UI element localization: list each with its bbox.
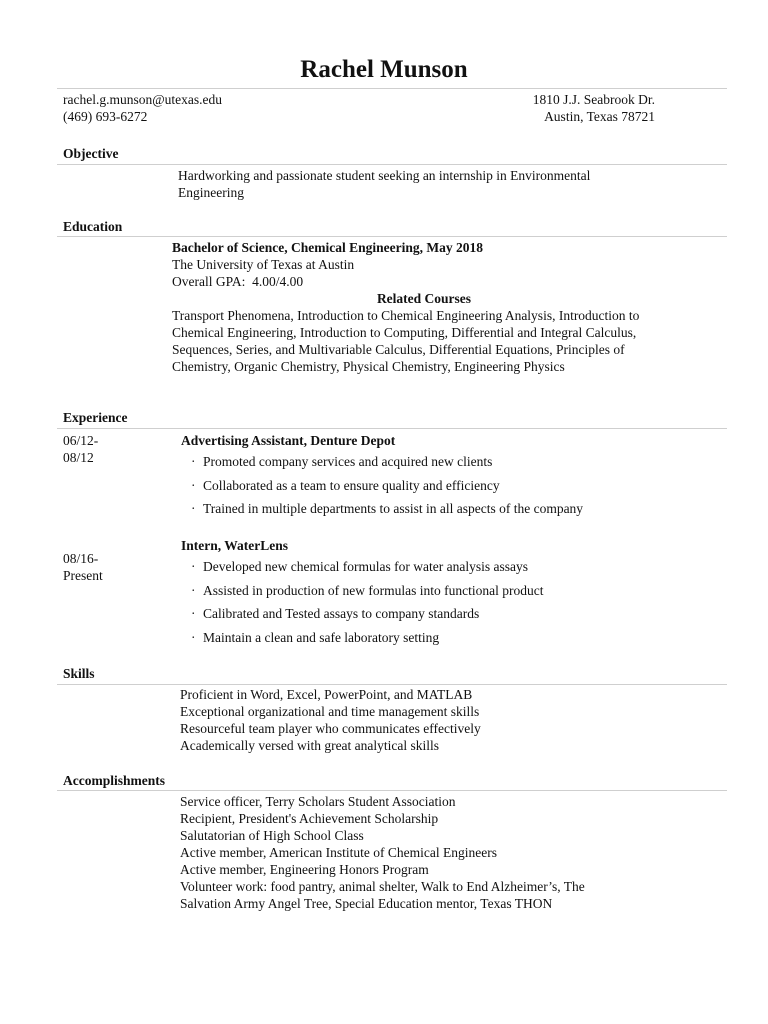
list-item: Proficient in Word, Excel, PowerPoint, and MATLAB: [180, 687, 473, 702]
education-heading: Education: [63, 219, 123, 234]
related-courses-list: Transport Phenomena, Introduction to Chemical Engineering Analysis, Introduction to Chemical Engineering, Introduction to Computing, Differential and Integral Calculus, Sequences, Series, and Multivariable Calculus, Differential Equations, Principles of Chemistry, Organic Chemistry, Physical Chemistry, Engineering Physics: [172, 308, 640, 374]
contact-left: [63, 91, 222, 125]
objective-text: Hardworking and passionate student seeking an internship in Environmental Engineering: [178, 168, 591, 200]
skills-list: [180, 686, 481, 754]
list-item: Exceptional organizational and time management skills: [180, 704, 480, 719]
list-item: Recipient, President's Achievement Scholarship: [180, 811, 439, 826]
related-courses-heading: Related Courses: [376, 291, 472, 306]
job-1-date-start: 06/12-: [63, 433, 99, 448]
job-1-bullets: [179, 453, 583, 524]
accomplishments-list: [180, 793, 585, 912]
list-item: · Maintain a clean and safe laboratory setting: [179, 629, 543, 653]
list-item: Academically versed with great analytical skills: [180, 738, 440, 753]
list-item: · Trained in multiple departments to assist in all aspects of the company: [179, 500, 583, 524]
email: rachel.g.munson@utexas.edu: [63, 92, 223, 107]
school: The University of Texas at Austin: [172, 257, 355, 272]
objective-heading: Objective: [63, 146, 119, 161]
job-2-bullets: [179, 558, 543, 652]
job-2-dates: [63, 550, 103, 584]
skills-rule: [57, 684, 727, 685]
gpa: Overall GPA: 4.00/4.00: [172, 274, 304, 289]
list-item: Service officer, Terry Scholars Student Association: [180, 794, 456, 809]
list-item: · Collaborated as a team to ensure quality and efficiency: [179, 477, 583, 501]
resume-name: Rachel Munson: [300, 56, 468, 83]
objective-rule: [57, 164, 727, 165]
list-item: · Promoted company services and acquired new clients: [179, 453, 583, 477]
list-item: · Assisted in production of new formulas into functional product: [179, 582, 543, 606]
list-item: · Developed new chemical formulas for water analysis assays: [179, 558, 543, 582]
list-item: Active member, Engineering Honors Program: [180, 862, 429, 877]
list-item: Resourceful team player who communicates effectively: [180, 721, 481, 736]
header-rule: [57, 88, 727, 89]
degree: Bachelor of Science, Chemical Engineering, May 2018: [172, 240, 483, 255]
list-item: Active member, American Institute of Chemical Engineers: [180, 845, 497, 860]
skills-heading: Skills: [63, 666, 95, 681]
list-item: Salutatorian of High School Class: [180, 828, 364, 843]
accomplishments-rule: [57, 790, 727, 791]
address-line-2: Austin, Texas 78721: [544, 109, 655, 124]
list-item: · Calibrated and Tested assays to company standards: [179, 605, 543, 629]
education-rule: [57, 236, 727, 237]
list-item: Volunteer work: food pantry, animal shelter, Walk to End Alzheimer’s, The: [180, 879, 585, 894]
job-2-role: Intern, WaterLens: [181, 538, 288, 553]
accomplishments-heading: Accomplishments: [63, 773, 165, 788]
list-item: Salvation Army Angel Tree, Special Education mentor, Texas THON: [180, 896, 553, 911]
job-1-dates: [63, 432, 98, 466]
phone: (469) 693-6272: [63, 109, 148, 124]
job-2-date-start: 08/16-: [63, 551, 99, 566]
job-1-role: Advertising Assistant, Denture Depot: [181, 433, 396, 448]
job-1-date-end: 08/12: [63, 450, 94, 465]
experience-rule: [57, 428, 727, 429]
job-2-date-end: Present: [63, 568, 103, 583]
address-line-1: 1810 J.J. Seabrook Dr.: [532, 92, 655, 107]
experience-heading: Experience: [63, 410, 128, 425]
contact-right: [533, 91, 655, 125]
